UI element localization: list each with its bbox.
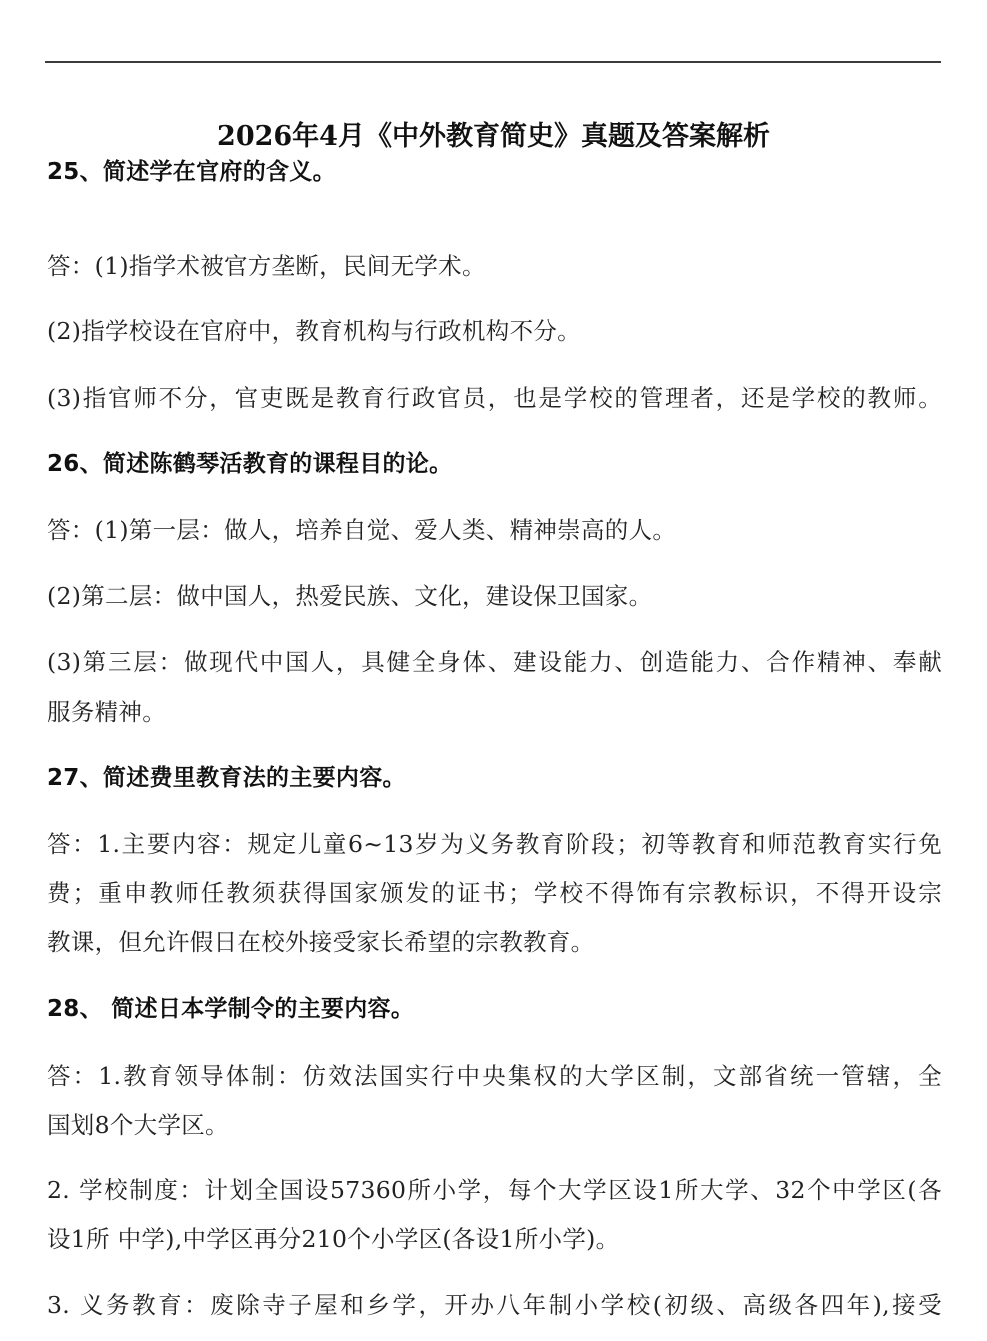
answer-27-line-2: 费；重申教师任教须获得国家颁发的证书；学校不得饰有宗教标识，不得开设宗 [47,879,942,907]
answer-26-line-3: (3)第三层：做现代中国人，具健全身体、建设能力、创造能力、合作精神、奉献 [47,648,942,676]
answer-28-line-2: 国划8个大学区。 [47,1111,229,1139]
page-title: 2026年4月《中外教育简史》真题及答案解析 [217,121,770,152]
question-26-heading: 26、简述陈鹤琴活教育的课程目的论。 [47,451,453,477]
answer-28-line-4: 设1所 中学),中学区再分210个小学区(各设1所小学)。 [47,1225,620,1253]
answer-28-line-5: 3. 义务教育：废除寺子屋和乡学，开办八年制小学校(初级、高级各四年),接受 [47,1291,942,1319]
answer-28-line-3: 2. 学校制度：计划全国设57360所小学，每个大学区设1所大学、32个中学区(各 [47,1176,942,1204]
answer-27-line-3: 教课，但允许假日在校外接受家长希望的宗教教育。 [47,928,595,956]
question-27-heading: 27、简述费里教育法的主要内容。 [47,765,406,791]
question-28-heading: 28、 简述日本学制令的主要内容。 [47,996,415,1022]
question-25-heading: 25、简述学在官府的含义。 [47,159,336,185]
answer-26-line-1: 答：(1)第一层：做人，培养自觉、爱人类、精神崇高的人。 [47,516,677,544]
answer-25-line-2: (2)指学校设在官府中，教育机构与行政机构不分。 [47,317,581,345]
top-divider [45,61,941,63]
answer-25-line-1: 答：(1)指学术被官方垄断，民间无学术。 [47,252,486,280]
answer-28-line-1: 答：1.教育领导体制：仿效法国实行中央集权的大学区制，文部省统一管辖，全 [47,1062,942,1090]
answer-26-line-4: 服务精神。 [47,698,166,726]
answer-25-line-3: (3)指官师不分，官吏既是教育行政官员，也是学校的管理者，还是学校的教师。 [47,384,942,412]
answer-26-line-2: (2)第二层：做中国人，热爱民族、文化，建设保卫国家。 [47,582,653,610]
answer-27-line-1: 答：1.主要内容：规定儿童6~13岁为义务教育阶段；初等教育和师范教育实行免 [47,830,942,858]
